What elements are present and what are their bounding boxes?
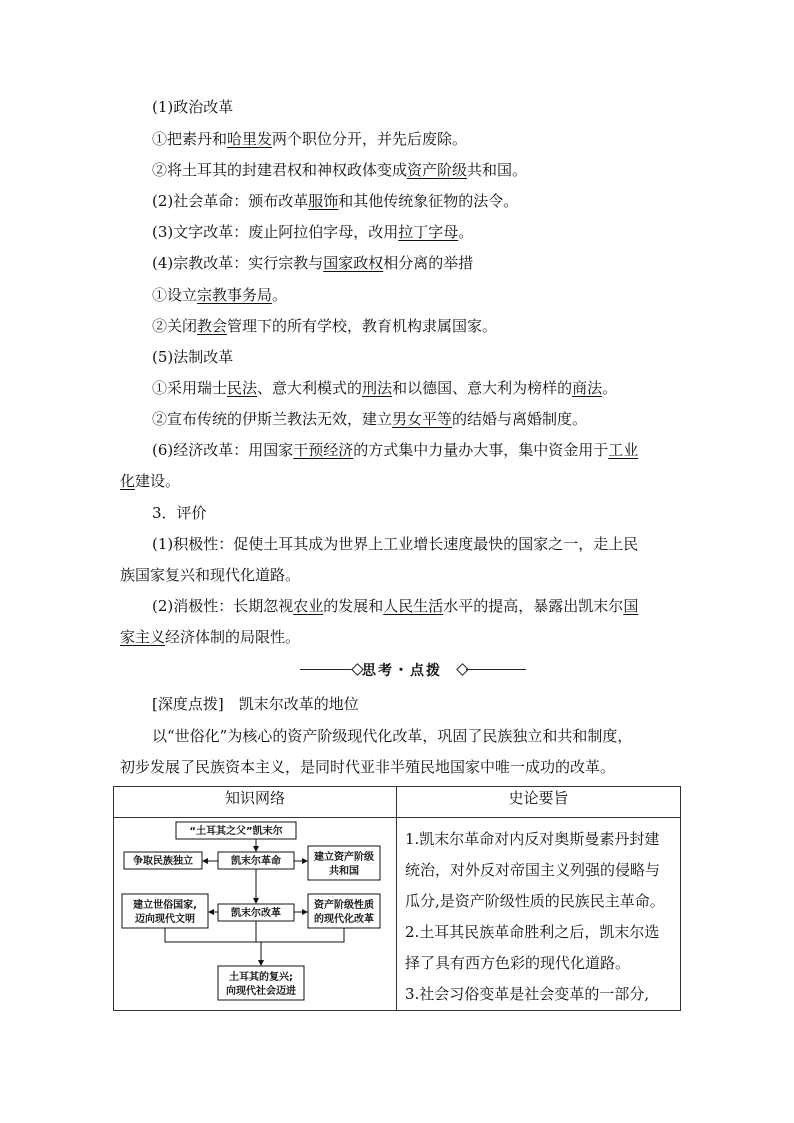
text-run: 和以德国、意大利为榜样的 [392,379,573,397]
text-run: 管理下的所有学校，教育机构隶属国家。 [227,317,498,335]
underlined-term: 化 [120,472,136,490]
underlined-term: 国家政权 [323,254,384,272]
node-ataturk-label: “土耳其之父”凯末尔 [189,826,283,837]
text-run: (1)政治改革 [152,98,234,116]
body-line [152,596,638,616]
text-run: ①采用瑞士 [152,379,228,397]
text-run: ①设立 [152,286,198,304]
text-run: 。 [272,286,288,304]
underlined-term: 刑法 [362,379,393,397]
body-line [152,378,617,398]
divider-line-right [466,669,526,670]
text-run: (2)消极性：长期忽视 [152,597,294,615]
text-run: (3)文字改革：废止阿拉伯字母，改用 [152,223,399,241]
table-body-row [114,818,681,1011]
underlined-term: 家主义 [120,628,166,646]
deep-title: [深度点拨] 凯末尔改革的地位 [152,695,359,713]
header-knowledge-network: 知识网络 [114,787,397,818]
body-line [152,347,233,367]
text-run: 水平的提高，暴露出凯末尔 [443,597,624,615]
key-points-cell [397,818,681,1011]
body-line [152,160,527,180]
text-run: (4)宗教改革：实行宗教与 [152,254,324,272]
text-run: 的方式集中力量办大事，集中资金用于 [353,441,609,459]
point-line: 择了具有西方色彩的现代化道路。 [405,954,631,972]
underlined-term: 服饰 [308,192,339,210]
body-line [152,440,638,460]
underlined-term: 干预经济 [293,441,354,459]
text-run: ①把素丹和 [152,130,228,148]
header-key-points: 史论要旨 [397,787,681,818]
node-revolution-label: 凯末尔革命 [231,856,281,867]
text-run: (1)积极性：促使土耳其成为世界上工业增长速度最快的国家之一，走上民 [152,535,639,553]
text-run: 的结婚与离婚制度。 [452,410,588,428]
underlined-term: 教会 [197,317,228,335]
deep-line-1: 以“世俗化”为核心的资产阶级现代化改革，巩固了民族独立和共和制度， [152,727,633,745]
divider-line-left [300,669,355,670]
text-run: 。 [458,223,474,241]
text-run: (5)法制改革 [152,348,234,366]
underlined-term: 人民生活 [383,597,444,615]
underlined-term: 拉丁字母 [398,223,459,241]
underlined-term: 农业 [293,597,324,615]
node-secular-state-label-1: 建立世俗国家, [133,900,197,911]
body-line [152,316,497,336]
body-line [152,285,287,305]
text-run: 相分离的举措 [383,254,474,272]
underlined-term: 民法 [227,379,258,397]
body-line [152,97,233,117]
point-line: 2.土耳其民族革命胜利之后，凯末尔选 [405,923,660,941]
node-secular-state-label-2: 迈向现代文明 [135,914,195,925]
text-run: ②宣布传统的伊斯兰教法无效，建立 [152,410,393,428]
deep-line-2: 初步发展了民族资本主义，是同时代亚非半殖民地国家中唯一成功的改革。 [120,758,616,776]
text-run: 两个职位分开，并先后废除。 [272,130,468,148]
diagram-cell [114,818,397,1011]
node-revival-label-1: 土耳其的复兴; [229,972,293,983]
underlined-term: 资产阶级 [407,161,468,179]
node-modern-reform-label-2: 的现代化改革 [314,914,374,925]
text-run: 经济体制的局限性。 [165,628,301,646]
underlined-term: 哈里发 [227,130,273,148]
body-line [152,253,473,273]
text-run: 3．评价 [152,504,207,522]
text-run: ②关闭 [152,317,198,335]
text-run: 、意大利模式的 [257,379,363,397]
text-run: 。 [602,379,618,397]
table-header-row [114,787,681,818]
point-line: 瓜分,是资产阶级性质的民族民主革命。 [405,892,665,910]
underlined-term: 国 [623,597,639,615]
underlined-term: 宗教事务局 [197,286,273,304]
text-run: 共和国。 [467,161,528,179]
text-run: 和其他传统象征物的法令。 [338,192,519,210]
body-line [152,222,473,242]
text-run: 的发展和 [323,597,384,615]
body-line [152,191,518,211]
text-run: 族国家复兴和现代化道路。 [120,566,301,584]
point-line: 3.社会习俗变革是社会变革的一部分, [405,985,650,1003]
node-revival-label-2: 向现代社会迈进 [226,986,296,997]
text-run: ②将土耳其的封建君权和神权政体变成 [152,161,408,179]
body-line [120,565,300,585]
node-republic-label-2: 共和国 [329,866,359,877]
node-republic-label-1: 建立资产阶级 [314,852,374,863]
connector-bottom [165,928,344,942]
point-line: 统治，对外反对帝国主义列强的侵略与 [405,861,661,879]
section-divider [300,660,530,680]
underlined-term: 商法 [572,379,603,397]
text-run: (2)社会革命：颁布改革 [152,192,309,210]
body-line [152,534,638,554]
body-line [120,471,180,491]
text-run: 建设。 [135,472,181,490]
body-line [120,627,300,647]
point-line: 1.凯末尔革命对内反对奥斯曼素丹封建 [405,830,660,848]
node-independence-label: 争取民族独立 [133,856,193,867]
summary-table [113,786,681,1011]
body-line [152,503,207,523]
node-reform-label: 凯末尔改革 [231,908,281,919]
body-line [152,409,587,429]
body-line [152,129,467,149]
text-run: (6)经济改革：用国家 [152,441,294,459]
underlined-term: 男女平等 [392,410,453,428]
knowledge-diagram [114,818,396,1010]
underlined-term: 工业 [608,441,639,459]
divider-title: 思考・点拨 [362,663,442,679]
node-modern-reform-label-1: 资产阶级性质 [314,900,374,911]
